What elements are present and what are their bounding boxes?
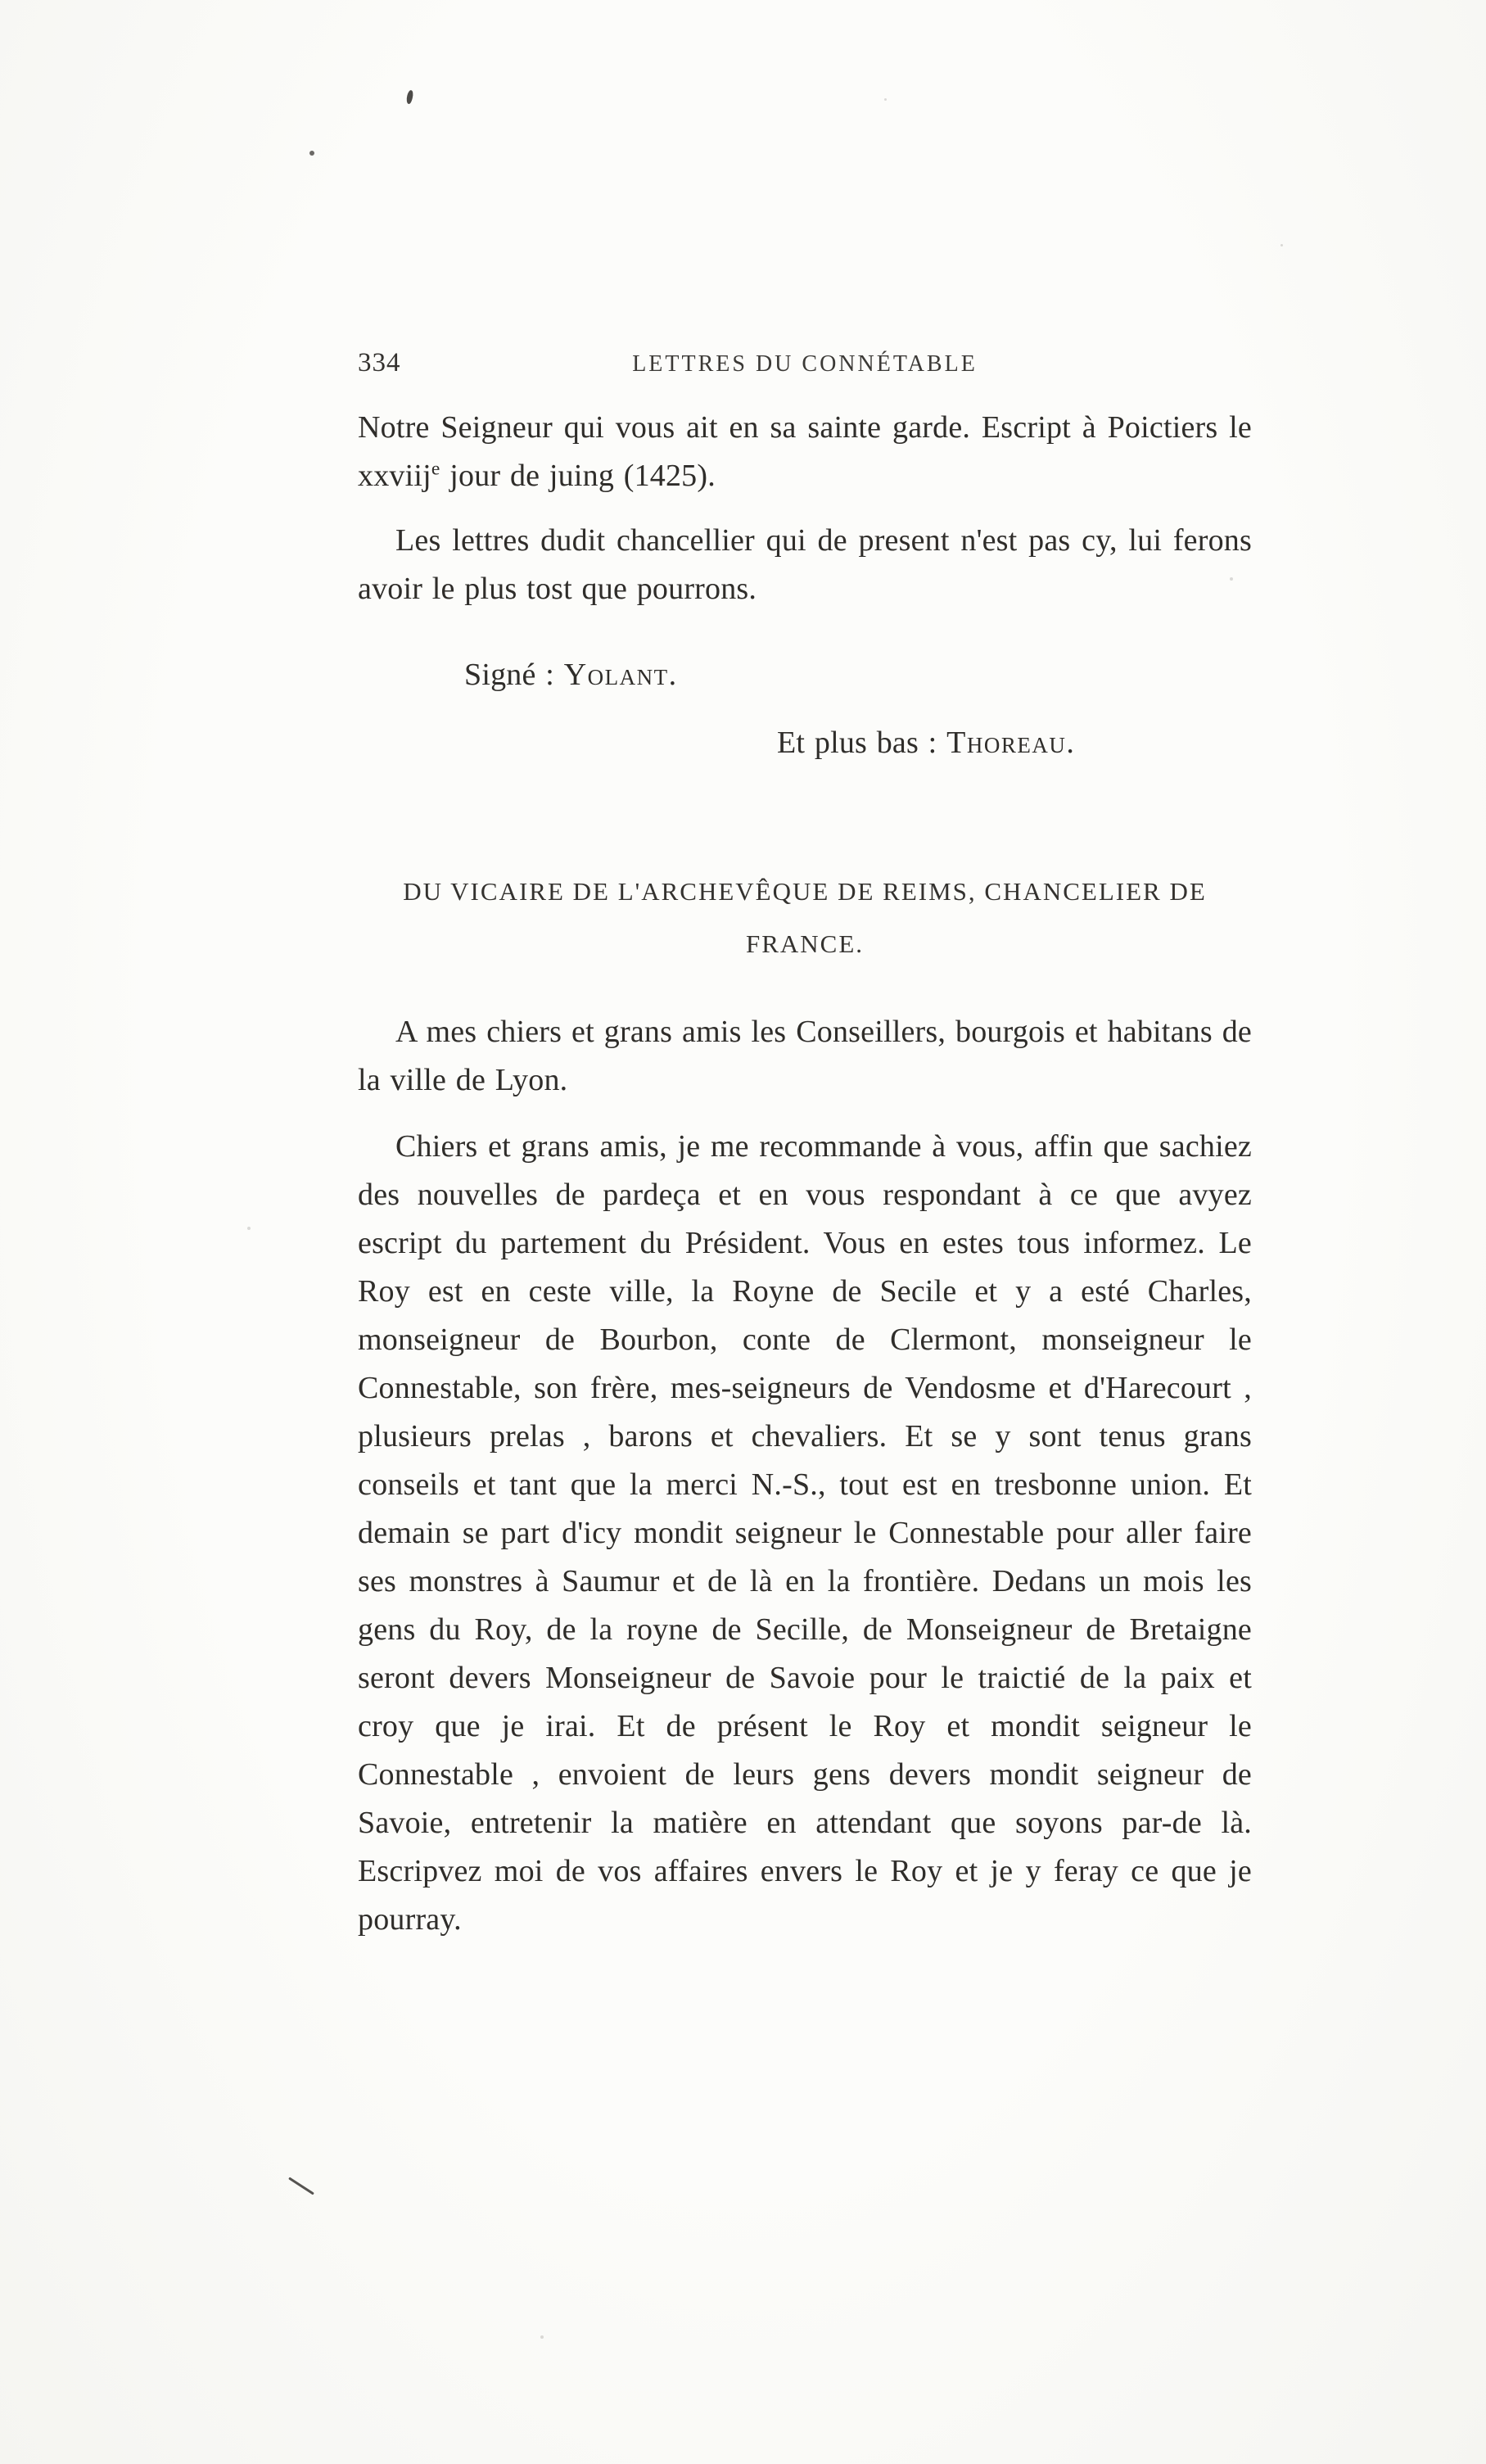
- previous-letter-end: [358, 404, 1252, 767]
- scan-speck: [540, 2335, 544, 2339]
- ink-dot: [309, 151, 314, 156]
- closing-text-end: jour de juing (1425).: [440, 459, 716, 493]
- running-title: LETTRES DU CONNÉTABLE: [632, 351, 978, 377]
- salutation-paragraph: A mes chiers et grans amis les Conseillers, bourgois et habitans de la ville de Lyon.: [358, 1015, 1252, 1097]
- scan-speck: [1280, 244, 1283, 246]
- heading-line-1: DU VICAIRE DE L'ARCHEVÊQUE DE REIMS, CHANCELIER DE: [403, 877, 1207, 906]
- secondary-signature-line: [358, 719, 1252, 767]
- page-header: [358, 348, 1252, 386]
- closing-paragraph: [358, 404, 1252, 500]
- text-block: [358, 348, 1252, 1944]
- ink-speck: [405, 89, 414, 104]
- pen-stroke-mark: [288, 2177, 314, 2195]
- postscript-paragraph: Les lettres dudit chancellier qui de present n'est pas cy, lui ferons avoir le plus tost que pourrons.: [358, 523, 1252, 606]
- letter-heading: [358, 866, 1252, 970]
- scan-speck: [884, 98, 887, 101]
- secondary-signature-name: Thoreau.: [946, 726, 1076, 760]
- secondary-signature-label: Et plus bas :: [777, 726, 947, 760]
- letter-body-paragraph: Chiers et grans amis, je me recommande à vous, affin que sachiez des nouvelles de pardeça et en vous respondant à ce que avyez escript du partement du Président. Vous en estes tous informez. Le Roy est en ceste ville, la Royne de Secile et y a esté Charles, monseigneur de Bourbon, conte de Clermont, monseigneur le Connestable, son frère, mes-seigneurs de Vendosme et d'Harecourt , plusieurs prelas , barons et chevaliers. Et se y sont tenus grans conseils et tant que la merci N.-S., tout est en tresbonne union. Et demain se part d'icy mondit seigneur le Connestable pour aller faire ses monstres à Saumur et de là en la frontière. Dedans un mois les gens du Roy, de la royne de Secille, de Monseigneur de Bretaigne seront devers Monseigneur de Savoie pour le traictié de la paix et croy que je irai. Et de présent le Roy et mondit seigneur le Connestable , envoient de leurs gens devers mondit seigneur de Savoie, entretenir la matière en attendant que soyons par-de là. Escripvez moi de vos affaires envers le Roy et je y feray ce que je pourray.: [358, 1129, 1252, 1937]
- signature-label: Signé :: [464, 658, 564, 692]
- closing-text-start: Notre Seigneur qui vous ait en sa sainte garde. Escript à Poictiers le xxviij: [358, 410, 1252, 493]
- heading-line-2: FRANCE.: [745, 929, 865, 958]
- page-number: 334: [358, 348, 401, 378]
- ordinal-suffix: e: [431, 458, 440, 480]
- scan-speck: [247, 1227, 251, 1230]
- signature-line: [358, 651, 1252, 699]
- vicaire-letter: [358, 866, 1252, 1944]
- signature-name: Yolant.: [563, 658, 678, 692]
